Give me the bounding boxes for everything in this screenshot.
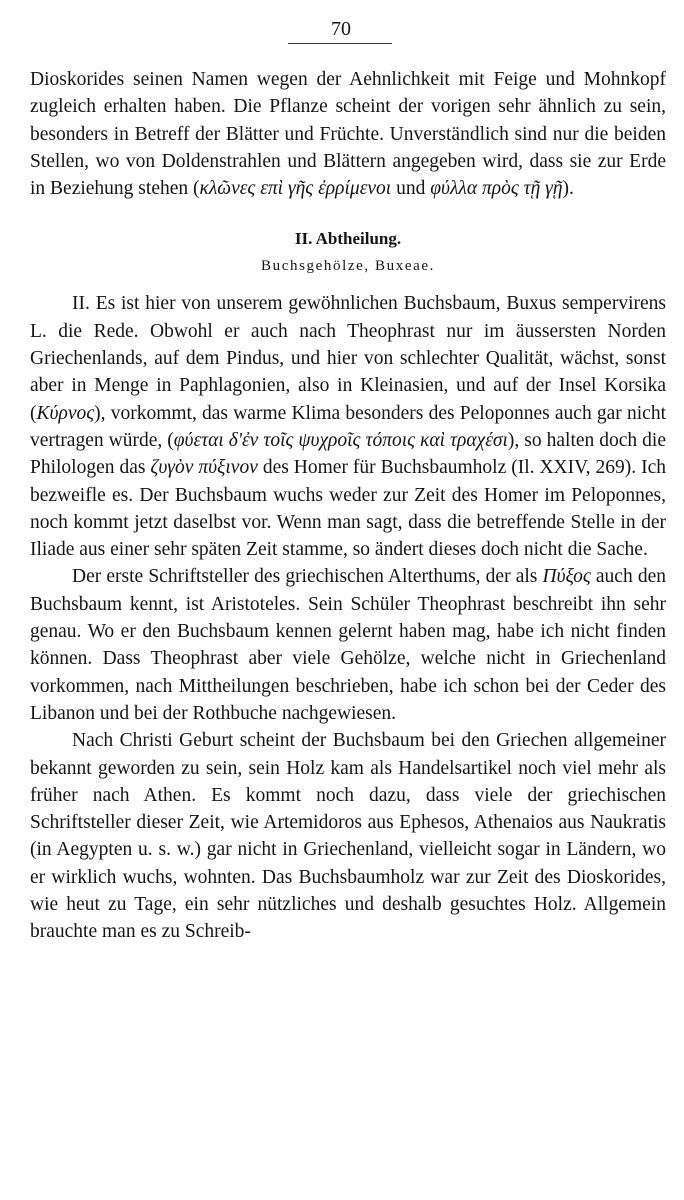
paragraph-2-part-a: Der erste Schriftsteller des griechischen Alterthums, der als <box>72 566 543 588</box>
paragraph-christi-geburt: Nach Christi Geburt scheint der Buchsbaum bei den Griechen allgemeiner bekannt geworden zu sein, sein Holz kam als Handelsartikel noch viel mehr als früher nach Athen. Es kommt noch dazu, dass viele der griechischen Schriftsteller dieser Zeit, wie Artemidoros aus Ephesos, Athenaios aus Naukratis (in Aegypten u. s. w.) gar nicht in Griechenland, vielleicht sogar in Ländern, wo er wirklich wuchs, wohnten. Das Buchsbaumholz war zur Zeit des Dioskorides, wie heut zu Tage, ein sehr nützliches und deshalb gesuchtes Holz. Allgemein brauchte man es zu Schreib- <box>30 730 666 943</box>
intro-paragraph <box>30 66 666 202</box>
paragraph-1-part-a: II. Es ist hier von unserem gewöhnlichen Buchsbaum, Buxus sempervirens L. die Rede. Obwohl er auch nach Theophrast nur im äussersten Norden Griechenlands, auf dem Pindus, und hier von schlechter Qualität, wächst, sonst aber in Menge in Paphlagonien, also in Kleinasien, und auf der Insel Korsika ( <box>30 293 666 424</box>
greek-quote-phyetai: φύεται δ'ἐν τοῖς ψυχροῖς τόποις καὶ τραχέσι <box>173 429 508 451</box>
page-number-rule <box>288 43 392 44</box>
page-number: 70 <box>331 18 351 40</box>
intro-end: ). <box>562 178 574 200</box>
paragraph-2-part-b: auch den Buchsbaum kennt, ist Aristoteles. Sein Schüler Theophrast beschreibt ihn sehr genau. Wo er den Buchsbaum kennen gelernt haben mag, habe ich nicht finden können. Dass Theophrast aber viele Gehölze, welche nicht in Griechenland vorkommen, nach Mittheilungen beschrieben, habe ich schon bei der Ceder des Libanon und bei der Rothbuche nachgewiesen. <box>30 566 666 724</box>
greek-word-zygon: ζυγὸν πύξινον <box>150 457 258 479</box>
paragraph-1-part-d: des Homer für Buchsbaumholz (Il. XXIV, 269). Ich bezweifle es. Der Buchsbaum wuchs weder zur Zeit des Homer im Peloponnes, noch kommt jetzt daselbst vor. Wenn man sagt, dass die betreffende Stelle in der Iliade aus einer sehr späten Zeit stamme, so ändert dieses doch nicht die Sache. <box>30 457 666 561</box>
intro-text: Dioskorides seinen Namen wegen der Aehnlichkeit mit Feige und Mohnkopf zugleich erhalten haben. Die Pflanze scheint der vorigen sehr ähnlich zu sein, besonders in Betreff der Blätter und Früchte. Unverständlich sind nur die beiden Stellen, wo von Doldenstrahlen und Blättern angegeben wird, dass sie zur Erde in Beziehung stehen ( <box>30 69 666 200</box>
greek-quote-phylla: φύλλα πρὸς τῇ γῇ <box>430 178 563 200</box>
section-subheading: Buchsgehölze, Buxeae. <box>261 258 435 275</box>
intro-connector: und <box>391 178 431 200</box>
section-heading: II. Abtheilung. <box>294 229 402 249</box>
page-body <box>30 66 666 946</box>
paragraph-buxus <box>30 290 666 563</box>
paragraph-aristoteles <box>30 563 666 727</box>
paragraph-1-part-b: ), vorkommt, das warme Klima besonders des Peloponnes auch gar nicht vertragen würde, ( <box>30 402 666 451</box>
greek-word-kyrnos: Κύρνος <box>36 402 95 424</box>
paragraph-1-part-c: ), so halten doch die Philologen das <box>30 429 666 479</box>
greek-quote-klones: κλῶνες επὶ γῆς ἐρρίμενοι <box>199 178 392 200</box>
greek-word-pyxos: Πύξος <box>542 566 591 588</box>
